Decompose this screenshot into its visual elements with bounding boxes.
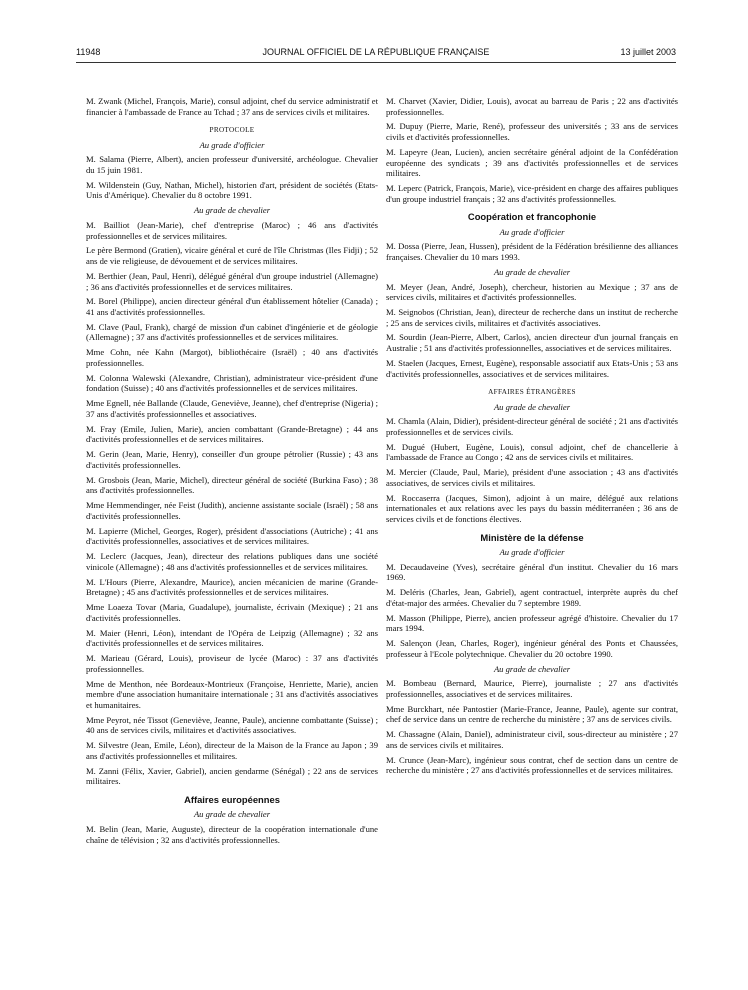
decree-entry: M. Belin (Jean, Marie, Auguste), directeur de la coopération internationale d'une chaîne de télévision ; 32 ans d'activités professionnelles. [86,824,378,845]
grade-heading: Au grade de chevalier [493,266,571,277]
grade-heading: Au grade de chevalier [493,401,571,412]
decree-entry: Mme Cohn, née Kahn (Margot), bibliothécaire (Israël) ; 40 ans d'activités professionnelles. [86,347,378,368]
decree-entry: M. Crunce (Jean-Marc), ingénieur sous contrat, chef de section dans un centre de recherche du ministère ; 27 ans d'activités professionnelles et de services militaires. [386,754,678,776]
decree-entry: M. Lapierre (Michel, Georges, Roger), président d'associations (Autriche) ; 41 ans d'activités professionnelles, associatives et de services militaires. [86,525,378,547]
decree-entry: M. Zanni (Félix, Xavier, Gabriel), ancien gendarme (Sénégal) ; 22 ans de services militaires. [86,765,378,787]
grade-heading: Au grade de chevalier [493,663,571,674]
decree-entry: M. Wildenstein (Guy, Nathan, Michel), historien d'art, président de sociétés (Etats-Unis d'Amérique). Chevalier du 8 octobre 1991. [86,179,378,201]
decree-entry: M. Chassagne (Alain, Daniel), administrateur civil, sous-directeur au ministère ; 27 ans de services civils et militaires. [386,729,678,750]
page-header [76,47,676,59]
page-number: 11948 [76,47,101,57]
decree-entry: M. Dugué (Hubert, Eugène, Louis), consul adjoint, chef de chancellerie à l'ambassade de France au Congo ; 42 ans de services civils et militaires. [386,441,678,463]
decree-entry: M. L'Hours (Pierre, Alexandre, Maurice), ancien mécanicien de marine (Grande-Bretagne) ; 45 ans d'activités professionnelles et de services militaires. [86,576,378,598]
decree-entry: M. Bombeau (Bernard, Maurice, Pierre), journaliste ; 27 ans d'activités professionnelles, associatives et de services militaires. [386,678,678,699]
decree-entry: M. Masson (Philippe, Pierre), ancien professeur agrégé d'histoire. Chevalier du 17 mars 1994. [386,612,678,634]
decree-entry: Mme Egnell, née Ballande (Claude, Geneviève, Jeanne), chef d'entreprise (Nigeria) ; 37 ans d'activités professionnelles et associatives. [86,398,378,419]
decree-entry: M. Marieau (Gérard, Louis), proviseur de lycée (Maroc) : 37 ans d'activités professionnelles. [86,653,378,674]
section-heading: Affaires européennes [184,793,280,805]
decree-entry: M. Seignobos (Christian, Jean), directeur de recherche dans un institut de recherche ; 25 ans de services civils, militaires et d'activités associatives. [386,306,678,328]
grade-heading: Au grade de chevalier [193,205,271,216]
decree-entry: M. Salama (Pierre, Albert), ancien professeur d'université, archéologue. Chevalier du 15 juin 1981. [86,154,378,175]
decree-entry: M. Charvet (Xavier, Didier, Louis), avocat au barreau de Paris ; 22 ans d'activités professionnelles. [386,96,678,117]
decree-entry: M. Zwank (Michel, François, Marie), consul adjoint, chef du service administratif et financier à l'ambassade de France au Tchad ; 37 ans de services civils et militaires. [86,96,378,117]
section-heading: Coopération et francophonie [467,211,597,223]
grade-heading: Au grade d'officier [499,226,565,237]
decree-entry: Le père Bermond (Gratien), vicaire général et curé de l'île Christmas (Iles Fidji) ; 52 ans de vie religieuse, de dévouement et de services militaires. [86,245,378,267]
decree-entry: M. Mercier (Claude, Paul, Marie), président d'une association ; 43 ans d'activités associatives, de services civils et militaires. [386,467,678,488]
decree-entry: M. Decaudaveine (Yves), secrétaire général d'un institut. Chevalier du 16 mars 1969. [386,561,678,583]
decree-entry: M. Fray (Emile, Julien, Marie), ancien combattant (Grande-Bretagne) ; 44 ans d'activités professionnelles et de services militaires. [86,423,378,445]
decree-entry: Mme Loaeza Tovar (Maria, Guadalupe), journaliste, écrivain (Mexique) ; 21 ans d'activités professionnelles. [86,602,378,623]
decree-entry: M. Deléris (Charles, Jean, Gabriel), agent contractuel, interprète auprès du chef d'état-major des armées. Chevalier du 7 septembre 1989. [386,587,678,608]
section-heading: Ministère de la défense [480,531,584,543]
decree-entry: M. Salençon (Jean, Charles, Roger), ingénieur général des Ponts et Chaussées, professeur à l'Ecole polytechnique. Chevalier du 20 octobre 1990. [386,638,678,659]
header-rule [76,62,676,63]
decree-entry: M. Chamla (Alain, Didier), président-directeur général de société ; 21 ans d'activités professionnelles et de services civils. [386,416,678,437]
decree-entry: Mme Hemmendinger, née Feist (Judith), ancienne assistante sociale (Israël) ; 58 ans d'activités professionnelles. [86,500,378,521]
decree-entry: M. Sourdin (Jean-Pierre, Albert, Carlos), ancien directeur d'un journal français en Australie ; 51 ans d'activités professionnelles, associatives et de services militaires. [386,332,678,354]
decree-entry: M. Borel (Philippe), ancien directeur général d'un établissement hôtelier (Canada) ; 41 ans d'activités professionnelles. [86,296,378,317]
decree-entry: M. Staelen (Jacques, Ernest, Eugène), responsable associatif aux Etats-Unis ; 53 ans d'activités professionnelles, associatives et de services militaires. [386,357,678,379]
decree-entry: M. Leperc (Patrick, François, Marie), vice-président en charge des affaires publiques d'un groupe industriel français ; 32 ans d'activités professionnelles. [386,183,678,204]
decree-entry: M. Colonna Walewski (Alexandre, Christian), administrateur vice-président d'une fondation (Suisse) ; 40 ans d'activités professionnelles et de services militaires. [86,372,378,394]
subsection-label: AFFAIRES ÉTRANGÈRES [488,388,576,397]
decree-entry: M. Silvestre (Jean, Emile, Léon), directeur de la Maison de la France au Japon ; 39 ans d'activités professionnelles et militaires. [86,740,378,761]
subsection-label: PROTOCOLE [209,126,255,135]
decree-entry: M. Lapeyre (Jean, Lucien), ancien secrétaire général adjoint de la Confédération européenne des syndicats ; 39 ans d'activités professionnelles et de services militaires. [386,146,678,179]
decree-entry: M. Meyer (Jean, André, Joseph), chercheur, historien au Mexique ; 37 ans de services civils, militaires et d'activités professionnelles. [386,281,678,303]
decree-entry: M. Clave (Paul, Frank), chargé de mission d'un cabinet d'ingénierie et de géologie (Allemagne) ; 37 ans d'activités professionnelles et de services militaires. [86,321,378,343]
decree-entry: M. Leclerc (Jacques, Jean), directeur des relations publiques dans une société vinicole (Allemagne) ; 48 ans d'activités professionnelles et de services militaires. [86,551,378,572]
decree-entry: M. Bailliot (Jean-Marie), chef d'entreprise (Maroc) ; 46 ans d'activités professionnelles et de services militaires. [86,219,378,241]
decree-entry: M. Dossa (Pierre, Jean, Hussen), président de la Fédération brésilienne des alliances françaises. Chevalier du 10 mars 1993. [386,241,678,263]
decree-entry: Mme de Menthon, née Bordeaux-Montrieux (Françoise, Henriette, Marie), ancien membre d'une association humanitaire internationale ; 31 ans d'activités associatives et humanitaires. [86,678,378,710]
decree-entry: Mme Peyrot, née Tissot (Geneviève, Jeanne, Paule), ancienne combattante (Suisse) ; 40 ans de services civils, militaires et d'activités associatives. [86,714,378,736]
left-column [86,96,378,850]
grade-heading: Au grade de chevalier [193,809,271,820]
decree-entry: M. Maier (Henri, Léon), intendant de l'Opéra de Leipzig (Allemagne) ; 32 ans d'activités professionnelles et de services militaires. [86,627,378,649]
grade-heading: Au grade d'officier [499,547,565,558]
journal-title: JOURNAL OFFICIEL DE LA RÉPUBLIQUE FRANÇAISE [262,47,490,57]
issue-date: 13 juillet 2003 [620,47,676,57]
decree-entry: M. Berthier (Jean, Paul, Henri), délégué général d'un groupe industriel (Allemagne) ; 36 ans d'activités professionnelles et de services militaires. [86,270,378,292]
decree-entry: M. Gerin (Jean, Marie, Henry), conseiller d'un groupe pétrolier (Russie) ; 43 ans d'activités professionnelles. [86,449,378,470]
right-column [386,96,678,780]
decree-entry: M. Roccaserra (Jacques, Simon), adjoint à un maire, délégué aux relations internationales et aux relations avec les pays du bassin méditerranéen ; 36 ans de services civils et de fonctions électives. [386,492,678,524]
grade-heading: Au grade d'officier [199,139,265,150]
decree-entry: M. Grosbois (Jean, Marie, Michel), directeur général de société (Burkina Faso) ; 38 ans d'activités professionnelles. [86,474,378,496]
decree-entry: Mme Burckhart, née Pantostier (Marie-France, Jeanne, Paule), agente sur contrat, chef de service dans un centre de recherche du ministère ; 37 ans de services civils. [386,703,678,725]
decree-entry: M. Dupuy (Pierre, Marie, René), professeur des universités ; 33 ans de services civils et d'activités professionnelles. [386,121,678,143]
